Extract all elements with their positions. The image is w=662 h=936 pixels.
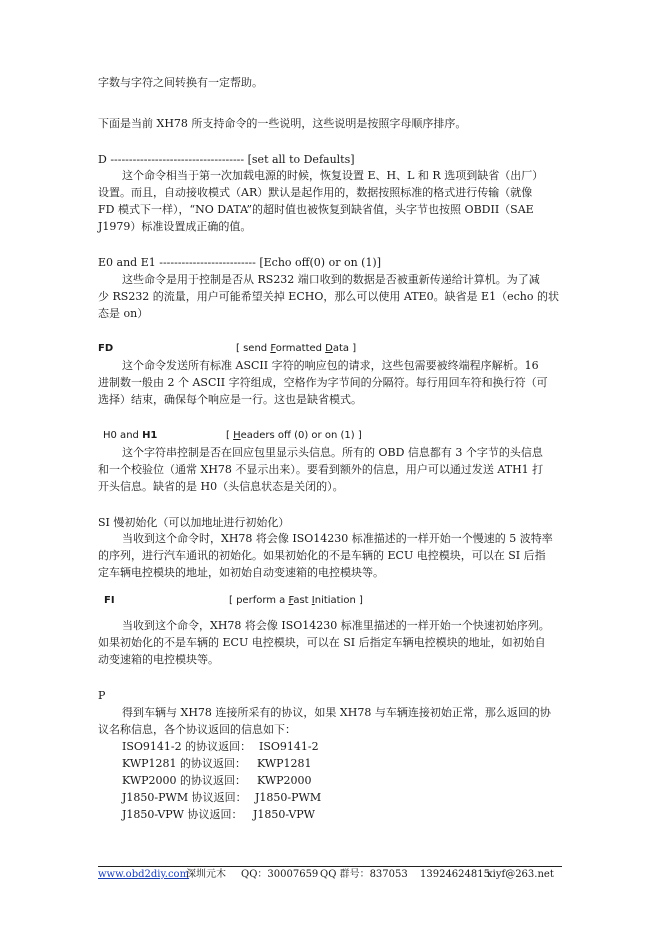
body-line: 当收到这个命令时，XH78 将会像 ISO14230 标准描述的一样开始一个慢速的 5 波特率 <box>122 532 553 545</box>
intro-line: 下面是当前 XH78 所支持命令的一些说明，这些说明是按照字母顺序排序。 <box>98 117 467 130</box>
command-h <box>103 429 157 443</box>
protocol-value: J1850-PWM <box>255 791 322 804</box>
protocol-value: J1850-VPW <box>253 808 315 821</box>
command-fi-description <box>229 594 363 608</box>
body-line: 定车辆电控模块的地址，如初始自动变速箱的电控模块等。 <box>98 566 384 579</box>
desc-underlined-letter: H <box>233 430 241 441</box>
body-line: 如果初始化的不是车辆的 ECU 电控模块，可以在 SI 后指定车辆电控模块的地址，如初始自 <box>98 636 546 649</box>
desc-underlined-letter: F <box>270 343 276 354</box>
protocol-value: ISO9141-2 <box>259 740 319 753</box>
body-line: 进制数一般由 2 个 ASCII 字符组成，空格作为字节间的分隔符。每行用回车符和换行符（可 <box>98 376 548 389</box>
body-line: 动变速箱的电控模块等。 <box>98 653 219 666</box>
command-fd-description <box>236 342 356 356</box>
section-heading-p: P <box>98 689 106 702</box>
desc-part: [ perform a <box>229 595 289 606</box>
body-line: J1979）标准设置成正确的值。 <box>98 220 252 233</box>
body-line: 选择）结束，确保每个响应是一行。这也是缺省模式。 <box>98 393 362 406</box>
protocol-value: KWP1281 <box>257 757 312 770</box>
protocol-label: KWP1281 的协议返回： <box>122 757 247 770</box>
section-heading-e: E0 and E1 -------------------------- [Echo off(0) or on (1)] <box>98 256 382 269</box>
footer-divider <box>98 866 562 867</box>
desc-underlined-letter: D <box>325 343 333 354</box>
desc-part: [ send <box>236 343 271 354</box>
footer-email: xiyf@263.net <box>487 869 554 880</box>
protocol-value: KWP2000 <box>257 774 312 787</box>
desc-underlined-letter: I <box>311 595 315 606</box>
body-line: 的序列，进行汽车通讯的初始化。如果初始化的不是车辆的 ECU 电控模块，可以在 SI 后指 <box>98 549 546 562</box>
protocol-label: ISO9141-2 的协议返回： <box>122 740 252 753</box>
body-line: 少 RS232 的流量，用户可能希望关掉 ECHO，那么可以使用 ATE0。缺省是 E1（echo 的状 <box>98 290 559 303</box>
body-line: 得到车辆与 XH78 连接所采有的协议，如果 XH78 与车辆连接初始正常，那么返回的协 <box>122 706 551 719</box>
body-line: 当收到这个命令，XH78 将会像 ISO14230 标准里描述的一样开始一个快速初始序列。 <box>122 619 550 632</box>
desc-part: ormatted <box>275 343 326 354</box>
command-h-description <box>226 429 362 443</box>
body-line: 和一个校验位（通常 XH78 不显示出来）。要看到额外的信息，用户可以通过发送 ATH1 打 <box>98 463 544 476</box>
command-fd: FD <box>98 343 114 354</box>
desc-part: [ <box>226 430 234 441</box>
body-line: 设置。而且，自动接收模式（AR）默认是起作用的，数据按照标准的格式进行传输（就像 <box>98 186 533 199</box>
desc-part: ata ] <box>332 343 357 354</box>
protocol-label: KWP2000 的协议返回： <box>122 774 247 787</box>
desc-part: ast <box>293 595 312 606</box>
body-line: 这个字符串控制是否在回应包里显示头信息。所有的 OBD 信息都有 3 个字节的头信息 <box>122 446 543 459</box>
protocol-label: J1850-PWM 协议返回： <box>122 791 247 804</box>
desc-part: eaders off (0) or on (1) ] <box>240 430 362 441</box>
body-line: 这些命令是用于控制是否从 RS232 端口收到的数据是否被重新传递给计算机。为了减 <box>122 273 540 286</box>
body-line: 开头信息。缺省的是 H0（头信息状态是关闭的）。 <box>98 480 344 493</box>
footer-company: 深圳元木 <box>186 869 226 880</box>
intro-line: 字数与字符之间转换有一定帮助。 <box>98 76 263 89</box>
section-heading-d: D ------------------------------------ [set all to Defaults] <box>98 153 355 166</box>
cmd-part: H0 and <box>103 430 143 441</box>
section-heading-si: SI 慢初始化（可以加地址进行初始化） <box>98 516 290 529</box>
footer-phone: 13924624815 <box>420 869 490 880</box>
body-line: 议名称信息，各个协议返回的信息如下： <box>98 723 296 736</box>
desc-underlined-letter: F <box>288 595 294 606</box>
footer-qq-group: QQ 群号：837053 <box>320 869 408 880</box>
protocol-label: J1850-VPW 协议返回： <box>122 808 243 821</box>
body-line: 态是 on） <box>98 307 149 320</box>
command-fi: FI <box>104 595 115 606</box>
footer-site-link[interactable]: www.obd2diy.com <box>98 869 190 880</box>
body-line: 这个命令相当于第一次加载电源的时候，恢复设置 E、H、L 和 R 选项到缺省（出厂） <box>122 169 544 182</box>
desc-part: nitiation ] <box>314 595 363 606</box>
cmd-part: H1 <box>142 430 158 441</box>
body-line: 这个命令发送所有标准 ASCII 字符的响应包的请求，这些包需要被终端程序解析。16 <box>122 359 539 372</box>
body-line: FD 模式下一样），“NO DATA”的超时值也被恢复到缺省值，头字节也按照 OBDII（SAE <box>98 203 534 216</box>
footer-qq: QQ：30007659 <box>241 869 319 880</box>
